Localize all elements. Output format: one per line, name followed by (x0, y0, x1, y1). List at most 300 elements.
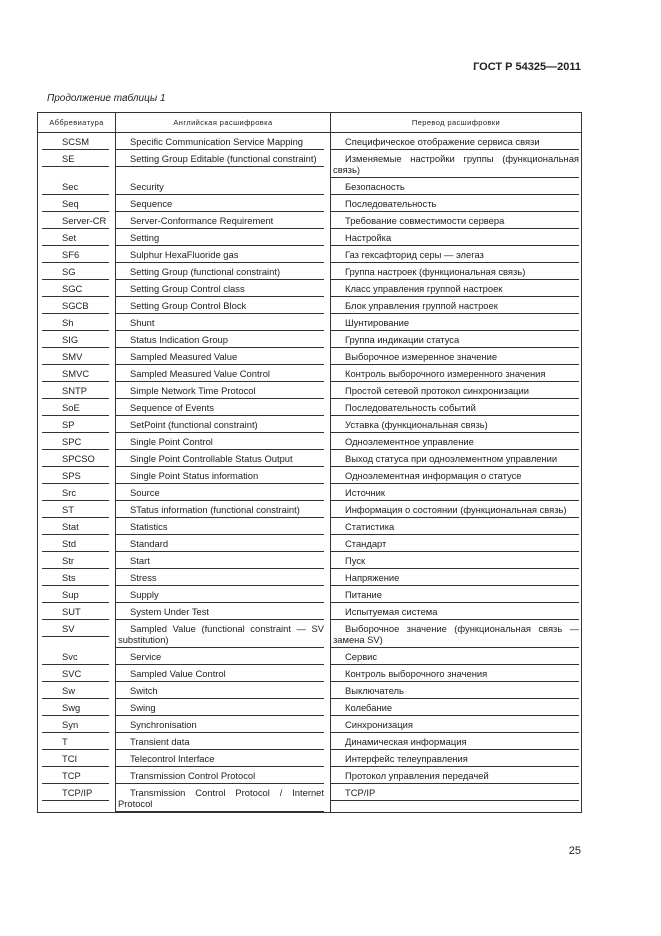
table-row (38, 716, 582, 733)
abbreviation-cell-text (42, 735, 109, 750)
english-expansion-cell-text (116, 588, 324, 603)
table-row (38, 133, 582, 151)
translation-cell-value: Простой сетевой протокол синхронизации (345, 385, 529, 396)
abbreviation-cell-text (42, 350, 109, 365)
abbreviation-cell (38, 433, 116, 450)
english-expansion-cell-text (116, 435, 324, 450)
translation-cell (331, 648, 582, 665)
abbreviation-cell-value: TCI (62, 753, 78, 764)
english-expansion-cell-text (116, 786, 324, 812)
table-row (38, 750, 582, 767)
abbreviation-cell (38, 450, 116, 467)
translation-cell-value: Статистика (345, 521, 395, 532)
english-expansion-cell-value: Sulphur HexaFluoride gas (130, 249, 239, 260)
abbreviation-cell (38, 150, 116, 178)
translation-cell (331, 767, 582, 784)
english-expansion-cell-text (116, 180, 324, 195)
abbreviation-cell-value: Stat (62, 521, 79, 532)
translation-cell (331, 348, 582, 365)
translation-cell (331, 263, 582, 280)
translation-cell-text (331, 282, 579, 297)
translation-cell (331, 246, 582, 263)
abbreviation-cell (38, 665, 116, 682)
abbreviation-cell (38, 716, 116, 733)
abbreviation-cell-value: SMV (62, 351, 83, 362)
abbreviation-cell-text (42, 588, 109, 603)
abbreviation-cell-text (42, 180, 109, 195)
english-expansion-cell-value: SetPoint (functional constraint) (130, 419, 258, 430)
abbreviation-cell-value: SP (62, 419, 75, 430)
abbreviation-cell-text (42, 282, 109, 297)
translation-cell-value: Требование совместимости сервера (345, 215, 505, 226)
english-expansion-cell-value: Sequence of Events (130, 402, 214, 413)
abbreviation-cell-text (42, 520, 109, 535)
translation-cell (331, 195, 582, 212)
translation-cell-value: Группа настроек (функциональная связь) (345, 266, 526, 277)
abbreviation-cell-text (42, 667, 109, 682)
english-expansion-cell-text (116, 197, 324, 212)
english-expansion-cell (116, 648, 331, 665)
abbreviation-cell (38, 263, 116, 280)
translation-cell (331, 535, 582, 552)
abbreviation-cell-text (42, 452, 109, 467)
abbreviation-cell (38, 467, 116, 484)
translation-cell-text (331, 486, 579, 501)
abbreviation-cell (38, 229, 116, 246)
translation-cell-value: Изменяемые настройки группы (функциональная связь) (333, 153, 579, 175)
abbreviation-cell-text (42, 752, 109, 767)
abbreviation-cell-value: SPS (62, 470, 81, 481)
abbreviation-cell-value: SUT (62, 606, 81, 617)
translation-cell-value: Синхронизация (345, 719, 413, 730)
translation-cell-value: Одноэлементная информация о статусе (345, 470, 522, 481)
english-expansion-cell (116, 484, 331, 501)
translation-cell-value: TCP/IP (345, 787, 376, 798)
translation-cell (331, 699, 582, 716)
english-expansion-cell-value: Transient data (130, 736, 190, 747)
abbreviation-cell (38, 399, 116, 416)
translation-cell-text (331, 503, 579, 518)
translation-cell (331, 133, 582, 151)
abbreviation-cell-text (42, 152, 109, 167)
english-expansion-cell-text (116, 571, 324, 586)
translation-cell-text (331, 135, 579, 150)
translation-cell (331, 433, 582, 450)
english-expansion-cell (116, 314, 331, 331)
translation-cell-value: Газ гексафторид серы — элегаз (345, 249, 484, 260)
abbreviation-cell (38, 767, 116, 784)
english-expansion-cell-text (116, 350, 324, 365)
translation-cell-text (331, 435, 579, 450)
abbreviation-cell (38, 518, 116, 535)
abbreviation-cell-value: Sec (62, 181, 79, 192)
translation-cell-text (331, 752, 579, 767)
english-expansion-cell (116, 246, 331, 263)
translation-cell (331, 314, 582, 331)
english-expansion-cell (116, 150, 331, 178)
translation-cell-text (331, 180, 579, 195)
abbreviation-cell-value: Sts (62, 572, 76, 583)
english-expansion-cell-value: Single Point Control (130, 436, 213, 447)
table-row (38, 682, 582, 699)
translation-cell (331, 682, 582, 699)
english-expansion-cell-text (116, 401, 324, 416)
translation-cell (331, 665, 582, 682)
translation-cell-value: Протокол управления передачей (345, 770, 489, 781)
page-number: 25 (568, 845, 581, 857)
translation-cell-value: Безопасность (345, 181, 405, 192)
abbreviation-cell-text (42, 384, 109, 399)
abbreviation-cell (38, 699, 116, 716)
table-body (38, 133, 582, 813)
abbreviation-cell-text (42, 401, 109, 416)
english-expansion-cell-text (116, 214, 324, 229)
translation-cell (331, 784, 582, 813)
translation-cell-text (331, 786, 579, 801)
english-expansion-cell-value: Standard (130, 538, 169, 549)
english-expansion-cell-value: Setting Group Control class (130, 283, 245, 294)
translation-cell-value: Контроль выборочного измеренного значения (345, 368, 546, 379)
abbreviation-cell-value: T (62, 736, 68, 747)
table-row (38, 699, 582, 716)
table-row (38, 433, 582, 450)
abbreviation-cell-text (42, 622, 109, 637)
english-expansion-cell (116, 331, 331, 348)
table-row (38, 416, 582, 433)
abbreviation-cell (38, 212, 116, 229)
abbreviation-cell (38, 382, 116, 399)
translation-cell-text (331, 650, 579, 665)
translation-cell (331, 416, 582, 433)
english-expansion-cell (116, 133, 331, 151)
abbreviation-cell-value: SF6 (62, 249, 80, 260)
english-expansion-cell-text (116, 684, 324, 699)
translation-cell-value: Шунтирование (345, 317, 410, 328)
english-expansion-cell-text (116, 769, 324, 784)
translation-cell-text (331, 452, 579, 467)
abbreviation-cell-text (42, 231, 109, 246)
abbreviation-cell-text (42, 333, 109, 348)
abbreviation-cell (38, 484, 116, 501)
english-expansion-cell-value: Specific Communication Service Mapping (130, 136, 303, 147)
abbreviation-cell-value: SNTP (62, 385, 88, 396)
abbreviation-cell (38, 620, 116, 648)
english-expansion-cell-value: Simple Network Time Protocol (130, 385, 256, 396)
english-expansion-cell-text (116, 735, 324, 750)
english-expansion-cell-value: Statistics (130, 521, 168, 532)
translation-cell-text (331, 520, 579, 535)
translation-cell-text (331, 299, 579, 314)
english-expansion-cell (116, 450, 331, 467)
english-expansion-cell-value: Supply (130, 589, 159, 600)
translation-cell-text (331, 769, 579, 784)
english-expansion-cell-text (116, 299, 324, 314)
english-expansion-cell (116, 399, 331, 416)
abbreviation-cell-value: Server-CR (62, 215, 107, 226)
table-row (38, 297, 582, 314)
abbreviation-cell (38, 195, 116, 212)
translation-cell-text (331, 537, 579, 552)
abbreviation-cell-value: Sh (62, 317, 74, 328)
abbreviation-cell-text (42, 486, 109, 501)
translation-cell (331, 586, 582, 603)
english-expansion-cell (116, 178, 331, 195)
column-header-abbreviation: Аббревиатура (38, 113, 116, 133)
translation-cell (331, 467, 582, 484)
translation-cell-text (331, 197, 579, 212)
abbreviation-cell-text (42, 418, 109, 433)
table-row (38, 665, 582, 682)
translation-cell-value: Уставка (функциональная связь) (345, 419, 488, 430)
abbreviation-cell-value: SE (62, 153, 75, 164)
translation-cell-value: Группа индикации статуса (345, 334, 460, 345)
english-expansion-cell-text (116, 667, 324, 682)
abbreviation-cell-text (42, 605, 109, 620)
translation-cell-value: Сервис (345, 651, 378, 662)
english-expansion-cell-text (116, 622, 324, 648)
english-expansion-cell-value: Single Point Controllable Status Output (130, 453, 293, 464)
abbreviation-cell (38, 569, 116, 586)
translation-cell-text (331, 333, 579, 348)
abbreviation-cell-value: Syn (62, 719, 79, 730)
english-expansion-cell-value: Setting Group Control Block (130, 300, 247, 311)
translation-cell-value: Класс управления группой настроек (345, 283, 503, 294)
english-expansion-cell-text (116, 486, 324, 501)
abbreviation-cell-text (42, 537, 109, 552)
abbreviation-cell-value: TCP (62, 770, 81, 781)
translation-cell-value: Последовательность событий (345, 402, 476, 413)
abbreviation-cell-value: Svc (62, 651, 78, 662)
translation-cell-text (331, 214, 579, 229)
abbreviation-cell-value: Seq (62, 198, 79, 209)
english-expansion-cell (116, 716, 331, 733)
translation-cell-text (331, 418, 579, 433)
english-expansion-cell (116, 229, 331, 246)
translation-cell-text (331, 350, 579, 365)
english-expansion-cell-value: Sampled Value (functional constraint — SV substitution) (118, 623, 324, 645)
abbreviation-cell (38, 416, 116, 433)
table-row (38, 733, 582, 750)
abbreviation-cell-text (42, 367, 109, 382)
translation-cell-text (331, 701, 579, 716)
table-header-row (38, 113, 582, 133)
translation-cell-value: Испытуемая система (345, 606, 438, 617)
english-expansion-cell-text (116, 520, 324, 535)
english-expansion-cell (116, 212, 331, 229)
abbreviation-cell-value: Sup (62, 589, 79, 600)
english-expansion-cell-value: Sampled Value Control (130, 668, 226, 679)
table-row (38, 399, 582, 416)
translation-cell (331, 399, 582, 416)
abbreviation-cell-text (42, 769, 109, 784)
english-expansion-cell-text (116, 367, 324, 382)
translation-cell (331, 484, 582, 501)
column-header-translation: Перевод расшифровки (331, 113, 582, 133)
translation-cell (331, 552, 582, 569)
table-row (38, 263, 582, 280)
table-row (38, 246, 582, 263)
english-expansion-cell (116, 699, 331, 716)
table-row (38, 178, 582, 195)
translation-cell-value: Выход статуса при одноэлементном управлении (345, 453, 558, 464)
translation-cell-text (331, 718, 579, 733)
english-expansion-cell (116, 382, 331, 399)
translation-cell (331, 365, 582, 382)
english-expansion-cell-value: Source (130, 487, 160, 498)
english-expansion-cell (116, 280, 331, 297)
translation-cell (331, 382, 582, 399)
translation-cell (331, 501, 582, 518)
table-row (38, 212, 582, 229)
translation-cell-text (331, 684, 579, 699)
english-expansion-cell-value: Security (130, 181, 164, 192)
english-expansion-cell-value: Switch (130, 685, 158, 696)
english-expansion-cell-text (116, 316, 324, 331)
english-expansion-cell-value: Service (130, 651, 162, 662)
translation-cell-text (331, 605, 579, 620)
abbreviation-cell-value: Src (62, 487, 77, 498)
translation-cell-text (331, 248, 579, 263)
english-expansion-cell-text (116, 231, 324, 246)
english-expansion-cell-value: Setting Group (functional constraint) (130, 266, 281, 277)
english-expansion-cell-value: Shunt (130, 317, 155, 328)
translation-cell-text (331, 367, 579, 382)
english-expansion-cell (116, 665, 331, 682)
english-expansion-cell-text (116, 384, 324, 399)
abbreviation-cell-value: SG (62, 266, 76, 277)
translation-cell (331, 297, 582, 314)
table-row (38, 518, 582, 535)
abbreviation-cell-text (42, 214, 109, 229)
table-row (38, 767, 582, 784)
english-expansion-cell (116, 433, 331, 450)
table-row (38, 150, 582, 178)
english-expansion-cell (116, 586, 331, 603)
abbreviation-cell-text (42, 554, 109, 569)
table-row (38, 620, 582, 648)
translation-cell-value: Динамическая информация (345, 736, 467, 747)
translation-cell (331, 212, 582, 229)
abbreviation-cell-text (42, 316, 109, 331)
translation-cell-value: Выключатель (345, 685, 404, 696)
abbreviation-cell (38, 133, 116, 151)
table-row (38, 603, 582, 620)
english-expansion-cell-text (116, 537, 324, 552)
translation-cell-text (331, 469, 579, 484)
abbreviation-cell (38, 586, 116, 603)
translation-cell-value: Интерфейс телеуправления (345, 753, 468, 764)
translation-cell-text (331, 152, 579, 178)
english-expansion-cell-value: Setting (130, 232, 160, 243)
table-row (38, 365, 582, 382)
translation-cell-value: Напряжение (345, 572, 400, 583)
translation-cell-text (331, 554, 579, 569)
english-expansion-cell-value: Start (130, 555, 150, 566)
english-expansion-cell-text (116, 554, 324, 569)
english-expansion-cell-text (116, 650, 324, 665)
translation-cell (331, 229, 582, 246)
abbreviation-cell-value: SGC (62, 283, 83, 294)
english-expansion-cell-text (116, 333, 324, 348)
abbreviation-cell-value: SCSM (62, 136, 90, 147)
english-expansion-cell (116, 467, 331, 484)
column-header-english: Английская расшифровка (116, 113, 331, 133)
english-expansion-cell-text (116, 152, 324, 167)
abbreviation-cell (38, 246, 116, 263)
translation-cell (331, 750, 582, 767)
abbreviation-cell (38, 603, 116, 620)
translation-cell-text (331, 265, 579, 280)
abbreviation-cell-value: SPC (62, 436, 82, 447)
english-expansion-cell-value: Single Point Status information (130, 470, 259, 481)
translation-cell-text (331, 316, 579, 331)
table-row (38, 569, 582, 586)
english-expansion-cell (116, 767, 331, 784)
abbreviation-cell (38, 535, 116, 552)
abbreviation-cell (38, 280, 116, 297)
abbreviation-cell-value: Str (62, 555, 74, 566)
abbreviation-cell-text (42, 701, 109, 716)
table-row (38, 784, 582, 813)
abbreviation-cell (38, 682, 116, 699)
abbreviation-cell-text (42, 469, 109, 484)
translation-cell-value: Пуск (345, 555, 366, 566)
translation-cell-text (331, 667, 579, 682)
english-expansion-cell-text (116, 135, 324, 150)
abbreviation-cell-value: Swg (62, 702, 81, 713)
translation-cell-value: Специфическое отображение сервиса связи (345, 136, 540, 147)
translation-cell-value: Блок управления группой настроек (345, 300, 498, 311)
abbreviation-cell-text (42, 718, 109, 733)
english-expansion-cell (116, 297, 331, 314)
translation-cell-value: Контроль выборочного значения (345, 668, 488, 679)
table-row (38, 648, 582, 665)
translation-cell-value: Последовательность (345, 198, 437, 209)
english-expansion-cell-value: Server-Conformance Requirement (130, 215, 274, 226)
translation-cell-value: Стандарт (345, 538, 387, 549)
english-expansion-cell-value: Synchronisation (130, 719, 197, 730)
abbreviation-cell-value: Set (62, 232, 77, 243)
translation-cell (331, 603, 582, 620)
english-expansion-cell-text (116, 265, 324, 280)
english-expansion-cell (116, 682, 331, 699)
translation-cell-text (331, 401, 579, 416)
abbreviation-cell (38, 784, 116, 813)
english-expansion-cell (116, 365, 331, 382)
table-row (38, 450, 582, 467)
table-row (38, 382, 582, 399)
abbreviation-cell-text (42, 571, 109, 586)
english-expansion-cell-value: Transmission Control Protocol / Internet Protocol (118, 787, 324, 809)
table-caption: Продолжение таблицы 1 (47, 93, 166, 104)
translation-cell-text (331, 588, 579, 603)
abbreviation-cell-text (42, 135, 109, 150)
translation-cell (331, 569, 582, 586)
table-row (38, 501, 582, 518)
english-expansion-cell-text (116, 452, 324, 467)
translation-cell-value: Выборочное измеренное значение (345, 351, 498, 362)
abbreviation-cell-value: Sw (62, 685, 76, 696)
english-expansion-cell (116, 750, 331, 767)
table-row (38, 280, 582, 297)
english-expansion-cell-value: System Under Test (130, 606, 210, 617)
translation-cell (331, 178, 582, 195)
english-expansion-cell-text (116, 469, 324, 484)
document-standard-header: ГОСТ Р 54325—2011 (473, 61, 581, 73)
english-expansion-cell (116, 733, 331, 750)
table-row (38, 535, 582, 552)
translation-cell (331, 331, 582, 348)
